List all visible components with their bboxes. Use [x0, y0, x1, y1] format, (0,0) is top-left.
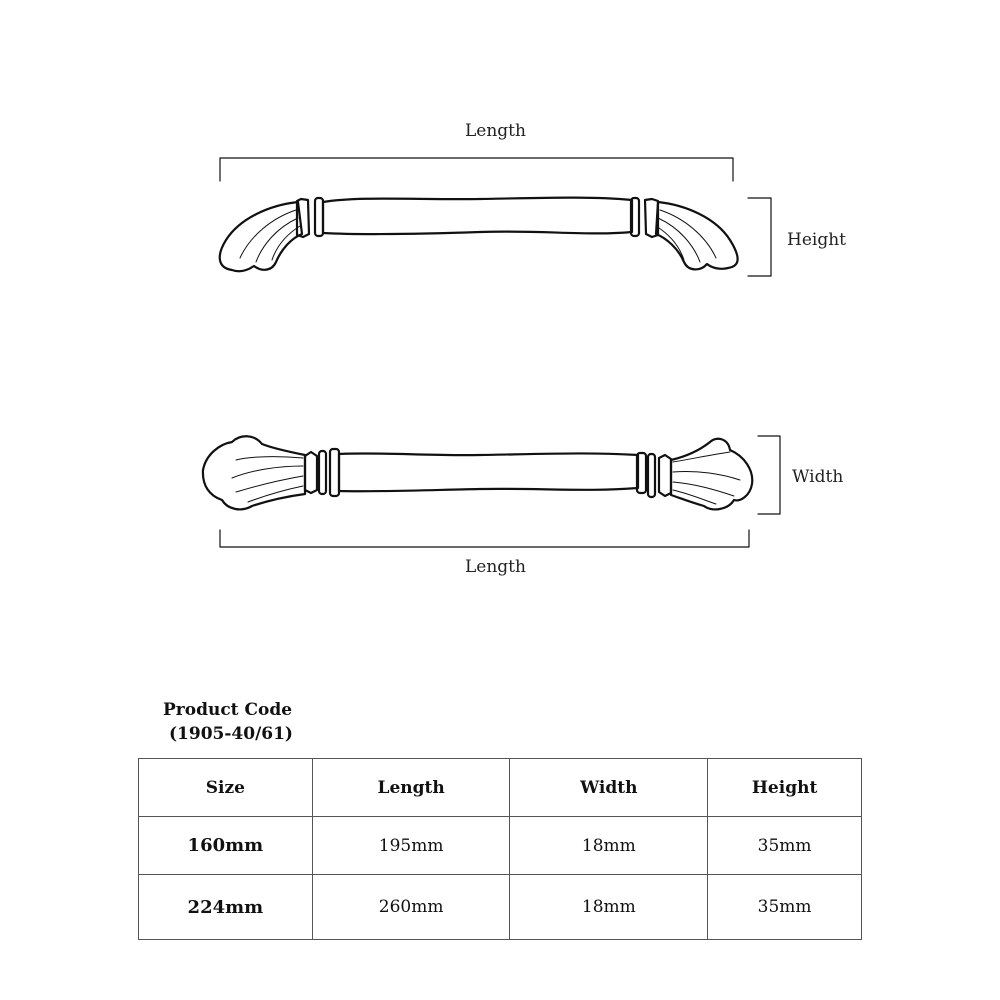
- width-bracket: [758, 436, 780, 514]
- bottom-length-bracket: [220, 530, 749, 547]
- cell-length: 260mm: [312, 875, 510, 940]
- height-label: Height: [787, 230, 846, 250]
- header-width: Width: [510, 759, 708, 817]
- cell-size: 224mm: [139, 875, 313, 940]
- bottom-length-label: Length: [465, 557, 526, 577]
- product-code-title: Product Code: [163, 700, 293, 720]
- cell-width: 18mm: [510, 875, 708, 940]
- cell-height: 35mm: [708, 817, 862, 875]
- product-code-block: [163, 698, 293, 746]
- handle-top-view: [203, 436, 752, 509]
- top-length-bracket: [220, 158, 733, 181]
- cell-width: 18mm: [510, 817, 708, 875]
- product-code-value: (1905-40/61): [169, 724, 293, 744]
- header-length: Length: [312, 759, 510, 817]
- cell-length: 195mm: [312, 817, 510, 875]
- specs-table: [138, 758, 862, 940]
- cell-height: 35mm: [708, 875, 862, 940]
- header-size: Size: [139, 759, 313, 817]
- top-length-label: Length: [465, 121, 526, 141]
- width-label: Width: [792, 467, 844, 487]
- header-height: Height: [708, 759, 862, 817]
- handle-side-view: [220, 198, 738, 272]
- height-bracket: [748, 198, 771, 276]
- table-row: [139, 817, 862, 875]
- table-header-row: [139, 759, 862, 817]
- cell-size: 160mm: [139, 817, 313, 875]
- table-row: [139, 875, 862, 940]
